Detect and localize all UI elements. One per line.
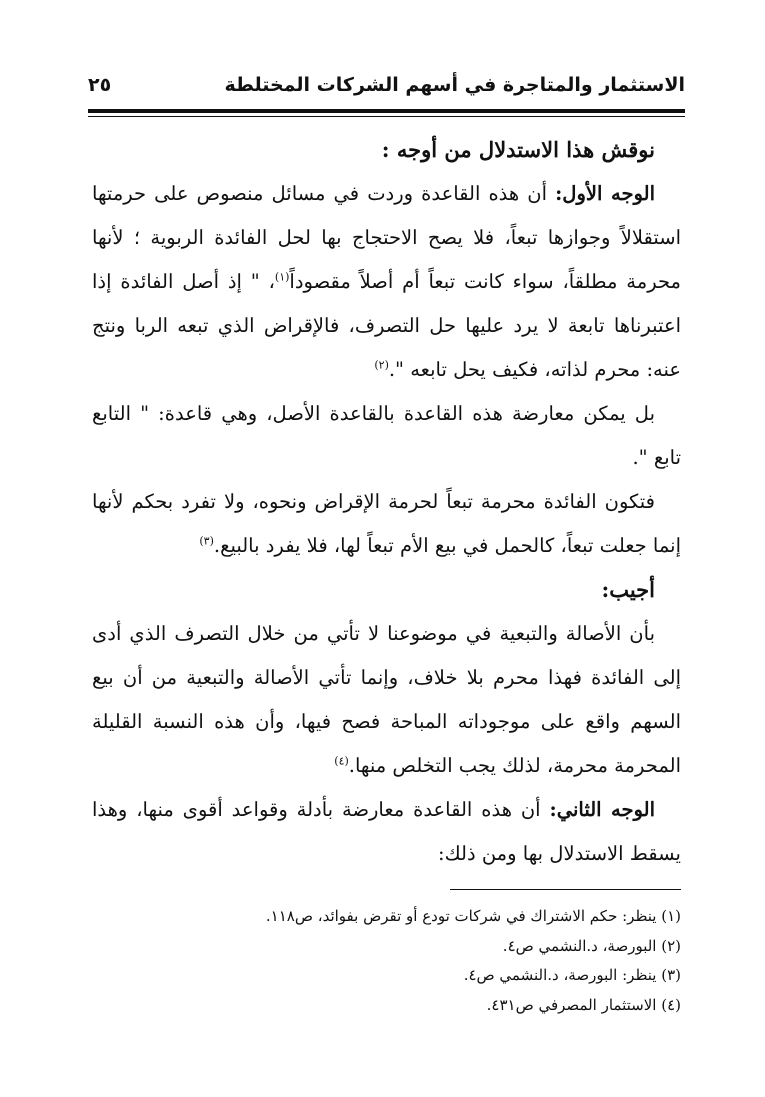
second-aspect-text: أن هذه القاعدة معارضة بأدلة وقواعد أقوى منها، وهذا يسقط الاستدلال بها ومن ذلك: — [92, 798, 681, 865]
answer-heading: أجيب: — [601, 577, 655, 602]
section-heading: نوقش هذا الاستدلال من أوجه : — [381, 137, 655, 162]
page-number: ٢٥ — [88, 74, 112, 96]
header-rule-thick — [88, 109, 685, 113]
footnote-1: (١) ينظر: حكم الاشتراك في شركات تودع أو تقرض بفوائد، ص١١٨. — [265, 907, 681, 925]
first-aspect-label: الوجه الأول: — [555, 182, 655, 205]
footnote-3: (٣) ينظر: البورصة، د.النشمي ص٤. — [463, 966, 681, 984]
footnote-separator — [450, 889, 681, 890]
footnote-ref-3: (٣) — [199, 534, 214, 548]
answer-text: بأن الأصالة والتبعية في موضوعنا لا تأتي من خلال التصرف الذي أدى إلى الفائدة فهذا محرم بلا خلاف، وإنما تأتي الأصالة والتبعية من أن بيع السهم واقع على موجوداته المباحة فصح فيها، وأن هذه النسبة القليلة المحرمة محرمة، لذلك يجب التخلص منها. — [92, 622, 681, 777]
footnote-2: (٢) البورصة، د.النشمي ص٤. — [502, 936, 681, 955]
header-rule-thin — [88, 116, 685, 117]
paragraph-answer — [92, 612, 681, 788]
header-title: الاستثمار والمتاجرة في أسهم الشركات المختلطة — [224, 74, 685, 96]
main-text — [92, 128, 681, 876]
running-header — [88, 70, 685, 106]
footnote-ref-4: (٤) — [334, 754, 349, 768]
second-aspect-label: الوجه الثاني: — [549, 798, 656, 821]
footnote-ref-2: (٢) — [374, 358, 389, 372]
footnote-4: (٤) الاستثمار المصرفي ص٤٣١. — [486, 995, 681, 1014]
consequence-text: فتكون الفائدة محرمة تبعاً لحرمة الإقراض ونحوه، ولا تفرد بحكم لأنها إنما جعلت تبعاً، كالحمل في بيع الأم تبعاً لها، فلا يفرد بالبيع. — [92, 490, 681, 557]
paragraph-second-aspect — [92, 788, 681, 876]
first-aspect-text-a: أن هذه القاعدة وردت في مسائل منصوص على حرمتها استقلالاً وجوازها تبعاً، فلا يصح الاحتجاج بها لحل الفائدة الربوية ؛ لأنها محرمة مطلقاً، سواء كانت تبعاً أم أصلاً مقصوداً — [92, 182, 681, 293]
paragraph-first-aspect — [92, 172, 681, 392]
footnote-ref-1: (١) — [274, 270, 290, 284]
paragraph-consequence — [92, 480, 681, 568]
footnotes — [150, 902, 681, 1020]
paragraph-counter-rule: بل يمكن معارضة هذه القاعدة بالقاعدة الأصل، وهي قاعدة: " التابع تابع ". — [92, 402, 681, 469]
first-aspect-text-b: ، " إذ أصل الفائدة إذا اعتبرناها تابعة لا يرد عليها حل التصرف، فالإقراض الذي تبعه الربا ونتج عنه: محرم لذاته، فكيف يحل تابعه ". — [92, 270, 681, 381]
